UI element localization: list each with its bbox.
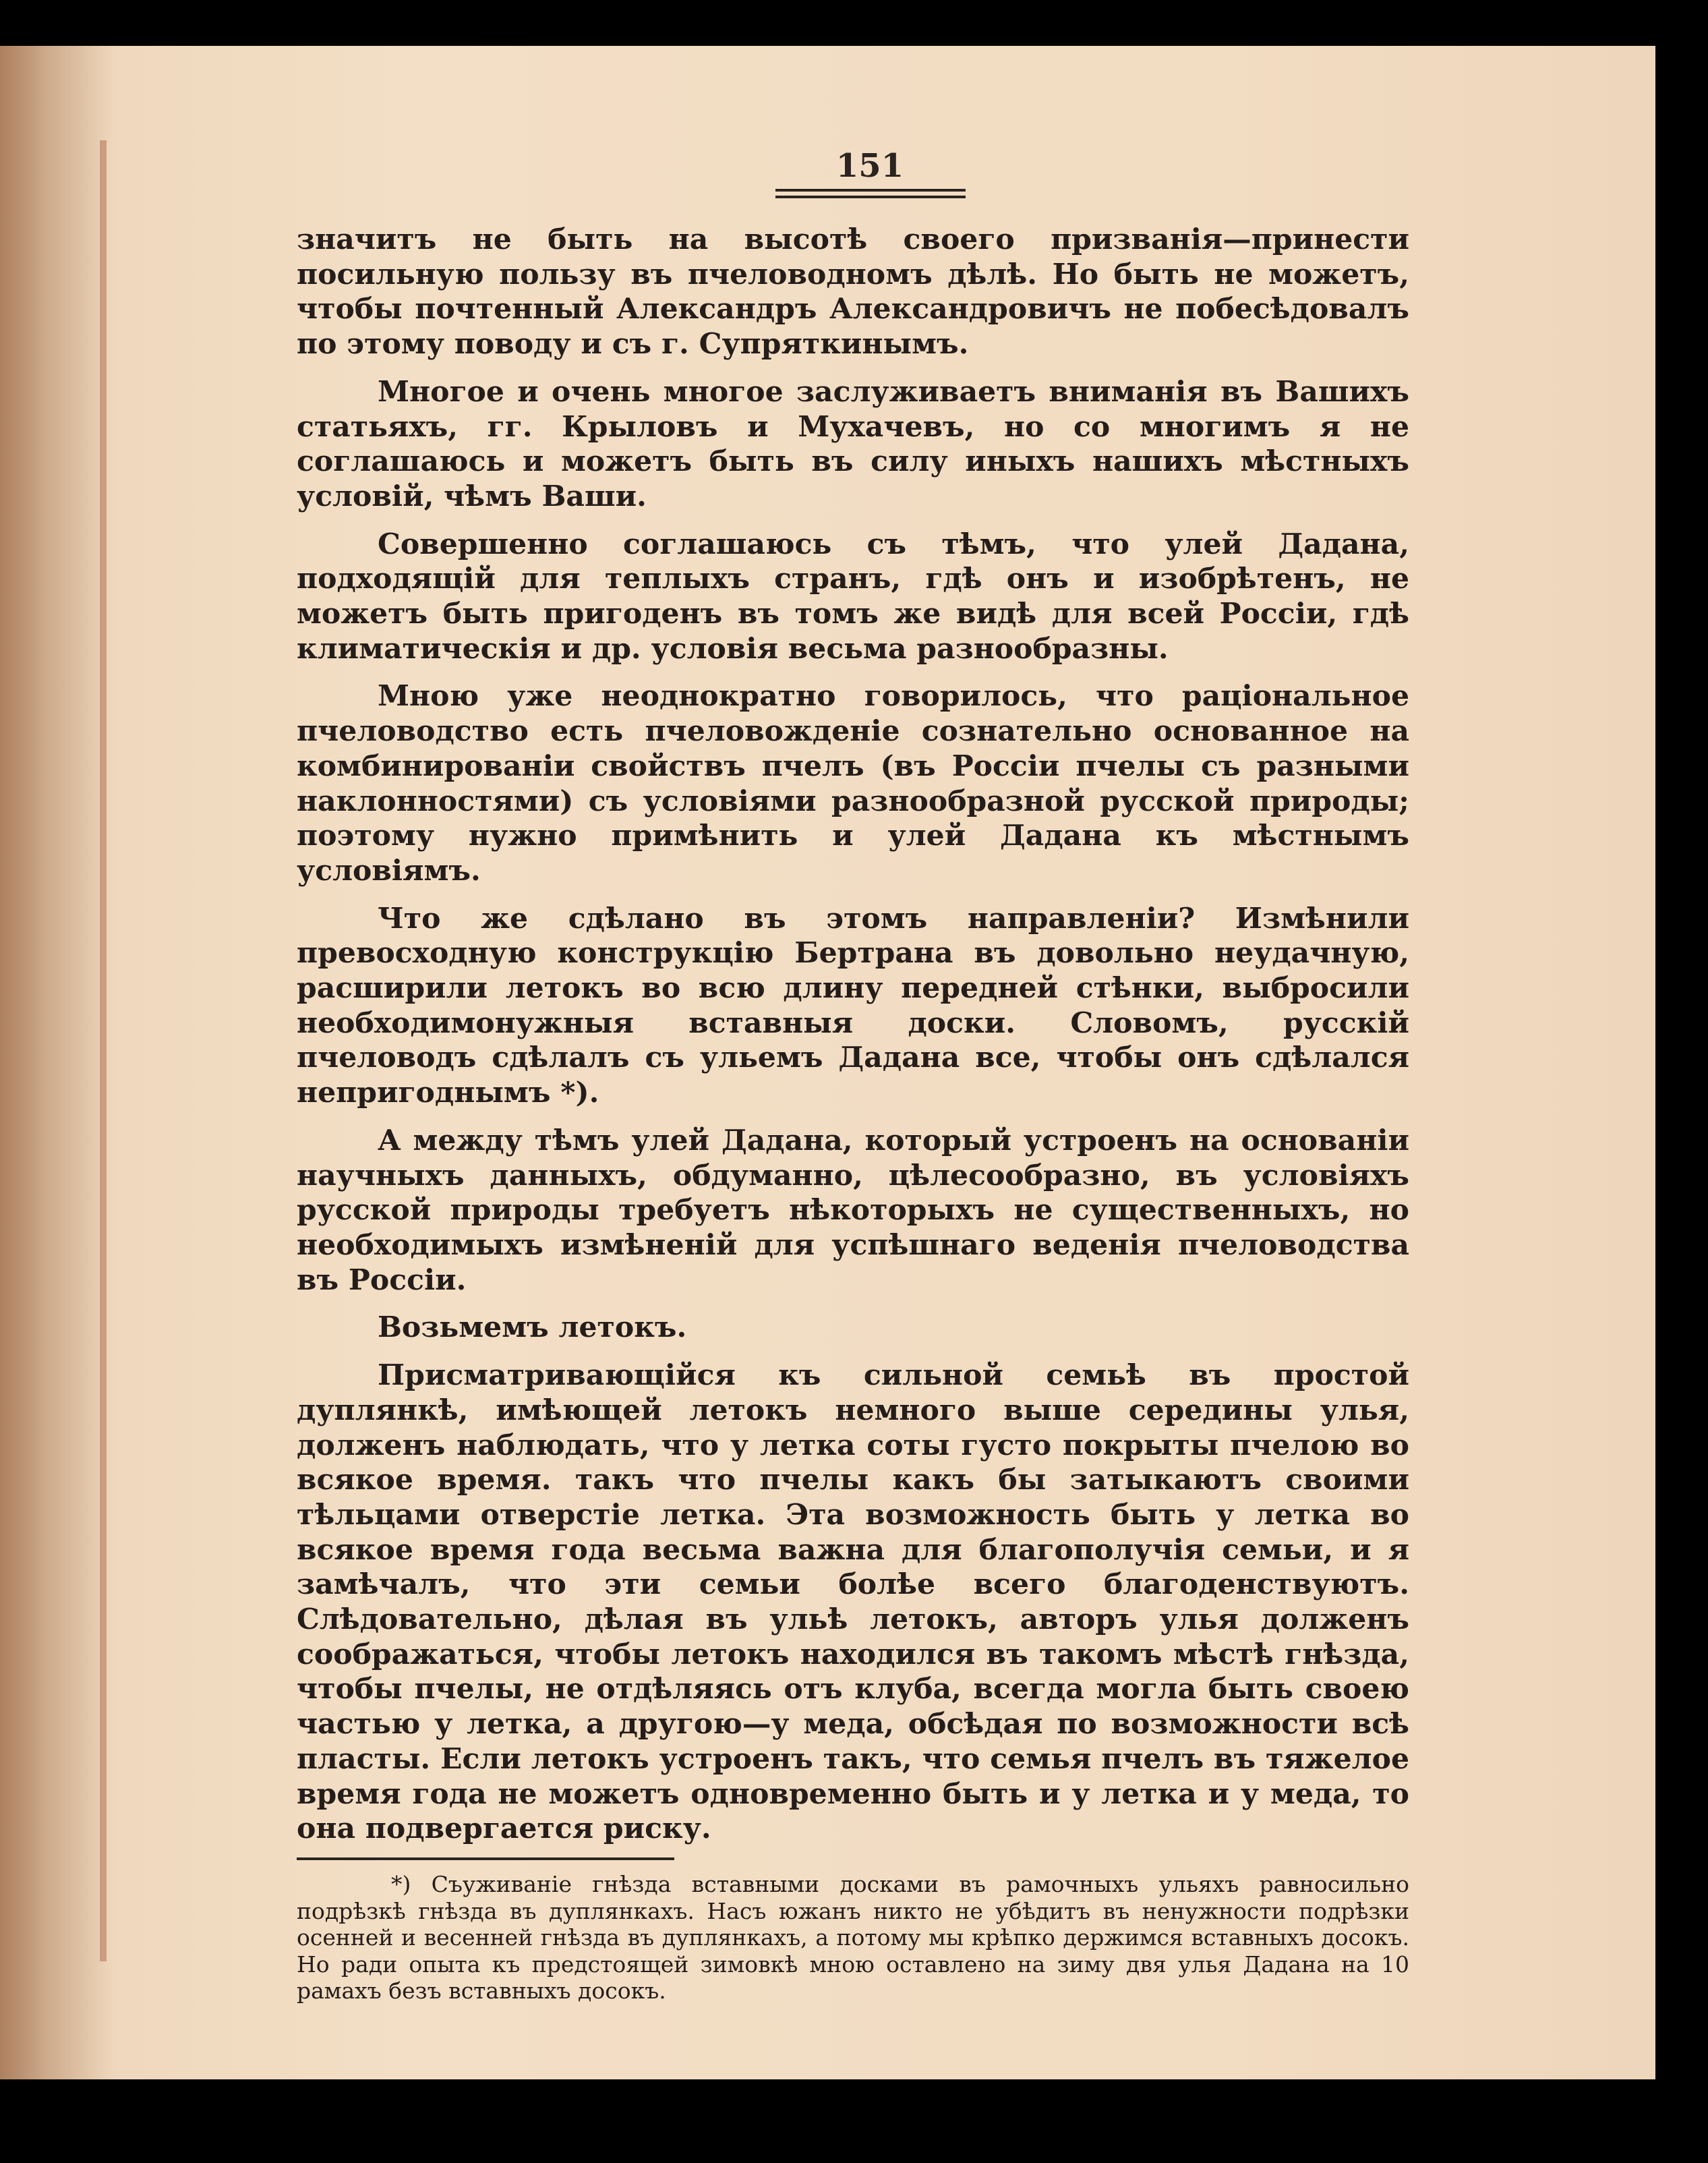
body-text <box>297 223 1409 1859</box>
page-number-double-rule <box>775 189 966 198</box>
paragraph: А между тѣмъ улей Дадана, который устроенъ на основаніи научныхъ данныхъ, обдуманно, цѣлесообразно, въ условіяхъ русской природы требуетъ нѣкоторыхъ не существенныхъ, но необходимыхъ измѣненій для успѣшнаго веденія пчеловодства въ Россіи. <box>297 1123 1409 1297</box>
footnote <box>297 1871 1409 2005</box>
page-number: 151 <box>835 147 904 185</box>
paragraph: Возьмемъ летокъ. <box>378 1310 687 1345</box>
paragraph: Многое и очень многое заслуживаетъ вниманія въ Вашихъ статьяхъ, гг. Крыловъ и Мухачевъ, но со многимъ я не соглашаюсь и можетъ быть въ силу иныхъ нашихъ мѣстныхъ условій, чѣмъ Ваши. <box>297 374 1409 513</box>
paragraph: Что же сдѣлано въ этомъ направленіи? Измѣнили превосходную конструкцію Бертрана въ довольно неудачную, расширили летокъ во всю длину передней стѣнки, выбросили необходимонужныя вставныя доски. Словомъ, русскій пчеловодъ сдѣлалъ съ ульемъ Дадана все, чтобы онъ сдѣлался непригоднымъ *). <box>297 901 1409 1110</box>
footnote-text: *) Съуживаніе гнѣзда вставными досками въ рамочныхъ ульяхъ равносильно подрѣзкѣ гнѣзда въ дуплянкахъ. Насъ южанъ никто не убѣдитъ въ ненужности подрѣзки осенней и весенней гнѣзда въ дуплянкахъ, а потому мы крѣпко держимся вставныхъ досокъ. Но ради опыта къ предстоящей зимовкѣ мною оставлено на зиму двя улья Дадана на 10 рамахъ безъ вставныхъ досокъ. <box>297 1871 1409 2004</box>
footnote-rule <box>297 1857 674 1860</box>
paragraph: значитъ не быть на высотѣ своего призванія—принести посильную пользу въ пчеловодномъ дѣлѣ. Но быть не можетъ, чтобы почтенный Александръ Александровичъ не побесѣдовалъ по этому поводу и съ г. Супряткинымъ. <box>297 223 1409 362</box>
paragraph: Мною уже неоднократно говорилось, что раціональное пчеловодство есть пчеловожденіе сознательно основанное на комбинированіи свойствъ пчелъ (въ Россіи пчелы съ разными наклонностями) съ условіями разнообразной русской природы; поэтому нужно примѣнить и улей Дадана къ мѣстнымъ условіямъ. <box>297 679 1409 888</box>
book-page <box>0 46 1655 2079</box>
paragraph: Совершенно соглашаюсь съ тѣмъ, что улей Дадана, подходящій для теплыхъ странъ, гдѣ онъ и изобрѣтенъ, не можетъ быть пригоденъ въ томъ же видѣ для всей Россіи, гдѣ климатическія и др. условія весьма разнообразны. <box>297 527 1409 666</box>
paragraph: Присматривающійся къ сильной семьѣ въ простой дуплянкѣ, имѣющей летокъ немного выше середины улья, долженъ наблюдать, что у летка соты густо покрыты пчелою во всякое время. такъ что пчелы какъ бы затыкаютъ своими тѣльцами отверстіе летка. Эта возможность быть у летка во всякое время года весьма важна для благополучія семьи, и я замѣчалъ, что эти семьи болѣе всего благоденствуютъ. Слѣдовательно, дѣлая въ ульѣ летокъ, авторъ улья долженъ соображаться, чтобы летокъ находился въ такомъ мѣстѣ гнѣзда, чтобы пчелы, не отдѣляясь отъ клуба, всегда могла быть своею частью у летка, а другою—у меда, обсѣдая по возможности всѣ пласты. Если летокъ устроенъ такъ, что семья пчелъ въ тяжелое время года не можетъ одновременно быть и у летка и у меда, то она подвергается риску. <box>297 1358 1409 1846</box>
